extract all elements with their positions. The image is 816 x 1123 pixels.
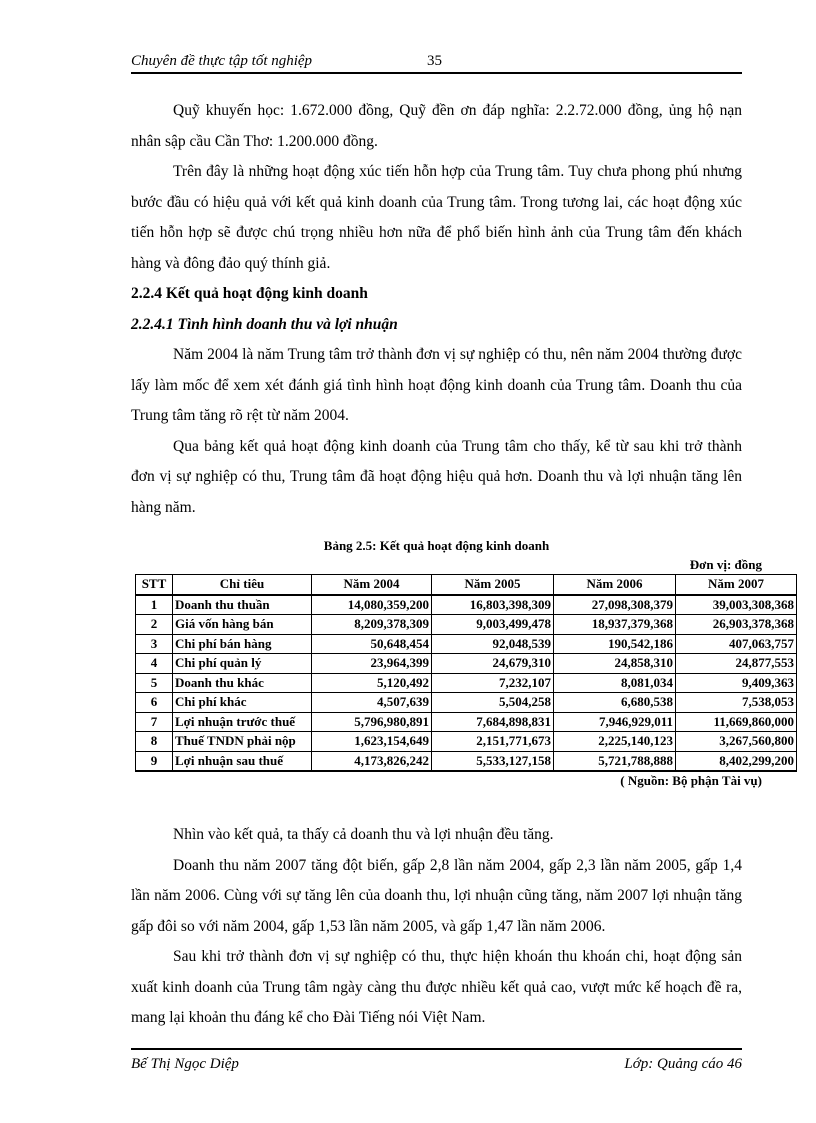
value-cell: 2,225,140,123	[554, 732, 676, 752]
value-cell: 14,080,359,200	[312, 595, 432, 615]
header-title: Chuyên đề thực tập tốt nghiệp	[131, 53, 313, 69]
value-cell: 23,964,399	[312, 654, 432, 674]
value-cell: 5,721,788,888	[554, 751, 676, 771]
indicator-cell: Chi phí quản lý	[173, 654, 312, 674]
paragraph: Năm 2004 là năm Trung tâm trở thành đơn vị sự nghiệp có thu, nên năm 2004 thường được lấy làm mốc để xem xét đánh giá tình hình hoạt động kinh doanh của Trung tâm. Doanh thu của Trung tâm tăng rõ rệt từ năm 2004.	[131, 346, 742, 424]
paragraph: Trên đây là những hoạt động xúc tiến hỗn hợp của Trung tâm. Tuy chưa phong phú nhưng bước đầu có hiệu quả với kết quả kinh doanh của Trung tâm. Trong tương lai, các hoạt động xúc tiến hỗn hợp sẽ được chú trọng nhiều hơn nữa để phổ biến hình ảnh của Trung tâm đến khách hàng và đông đảo quý thính giả.	[131, 163, 742, 272]
value-cell: 92,048,539	[432, 634, 554, 654]
value-cell: 18,937,379,368	[554, 615, 676, 635]
footer-class: Lớp: Quảng cáo 46	[624, 1056, 742, 1072]
indicator-cell: Thuế TNDN phải nộp	[173, 732, 312, 752]
stt-cell: 5	[136, 673, 173, 693]
table-row	[136, 732, 797, 752]
value-cell: 4,507,639	[312, 693, 432, 713]
column-header: Chỉ tiêu	[173, 575, 312, 595]
value-cell: 3,267,560,800	[676, 732, 797, 752]
table-row	[136, 615, 797, 635]
table-row	[136, 595, 797, 615]
column-header: STT	[136, 575, 173, 595]
table-row	[136, 693, 797, 713]
indicator-cell: Chi phí khác	[173, 693, 312, 713]
value-cell: 24,877,553	[676, 654, 797, 674]
stt-cell: 3	[136, 634, 173, 654]
indicator-cell: Doanh thu thuần	[173, 595, 312, 615]
value-cell: 16,803,398,309	[432, 595, 554, 615]
value-cell: 24,679,310	[432, 654, 554, 674]
value-cell: 9,003,499,478	[432, 615, 554, 635]
stt-cell: 6	[136, 693, 173, 713]
paragraph: Doanh thu năm 2007 tăng đột biến, gấp 2,8 lần năm 2004, gấp 2,3 lần năm 2005, gấp 1,4 lần năm 2006. Cùng với sự tăng lên của doanh thu, lợi nhuận cũng tăng, năm 2007 lợi nhuận tăng gấp đôi so với năm 2004, gấp 1,53 lần năm 2005, và gấp 1,47 lần năm 2006.	[131, 856, 742, 935]
indicator-cell: Giá vốn hàng bán	[173, 615, 312, 635]
stt-cell: 7	[136, 712, 173, 732]
table-row	[136, 751, 797, 771]
footer-author: Bế Thị Ngọc Diệp	[131, 1056, 239, 1072]
column-header: Năm 2006	[554, 575, 676, 595]
table-row	[136, 634, 797, 654]
indicator-cell: Lợi nhuận sau thuế	[173, 751, 312, 771]
value-cell: 407,063,757	[676, 634, 797, 654]
value-cell: 26,903,378,368	[676, 615, 797, 635]
value-cell: 9,409,363	[676, 673, 797, 693]
value-cell: 27,098,308,379	[554, 595, 676, 615]
column-header: Năm 2005	[432, 575, 554, 595]
value-cell: 1,623,154,649	[312, 732, 432, 752]
table-caption: Bảng 2.5: Kết quả hoạt động kinh doanh	[323, 538, 550, 553]
page-header	[131, 50, 742, 74]
value-cell: 4,173,826,242	[312, 751, 432, 771]
value-cell: 7,684,898,831	[432, 712, 554, 732]
value-cell: 6,680,538	[554, 693, 676, 713]
paragraph: Nhìn vào kết quả, ta thấy cả doanh thu và lợi nhuận đều tăng.	[173, 826, 554, 843]
stt-cell: 8	[136, 732, 173, 752]
value-cell: 190,542,186	[554, 634, 676, 654]
body-text-top	[131, 96, 742, 523]
value-cell: 8,081,034	[554, 673, 676, 693]
stt-cell: 2	[136, 615, 173, 635]
body-text-bottom	[131, 820, 742, 1034]
value-cell: 5,796,980,891	[312, 712, 432, 732]
page-number: 35	[427, 53, 442, 69]
stt-cell: 4	[136, 654, 173, 674]
subsection-heading: 2.2.4.1 Tình hình doanh thu và lợi nhuận	[131, 315, 398, 333]
indicator-cell: Doanh thu khác	[173, 673, 312, 693]
paragraph: Sau khi trở thành đơn vị sự nghiệp có thu, thực hiện khoán thu khoán chi, hoạt động sản xuất kinh doanh của Trung tâm ngày càng thu được nhiều kết quả cao, vượt mức kế hoạch đề ra, mang lại khoản thu đáng kể cho Đài Tiếng nói Việt Nam.	[131, 948, 742, 1026]
value-cell: 5,120,492	[312, 673, 432, 693]
value-cell: 8,402,299,200	[676, 751, 797, 771]
value-cell: 11,669,860,000	[676, 712, 797, 732]
value-cell: 7,232,107	[432, 673, 554, 693]
business-results-table	[135, 574, 797, 772]
paragraph: Qua bảng kết quả hoạt động kinh doanh của Trung tâm cho thấy, kể từ sau khi trở thành đơn vị sự nghiệp có thu, Trung tâm đã hoạt động hiệu quả hơn. Doanh thu và lợi nhuận tăng lên hàng năm.	[131, 437, 742, 516]
value-cell: 2,151,771,673	[432, 732, 554, 752]
table-row	[136, 712, 797, 732]
paragraph: Quỹ khuyến học: 1.672.000 đồng, Quỹ đền ơn đáp nghĩa: 2.2.72.000 đồng, ủng hộ nạn nhân sập cầu Cần Thơ: 1.200.000 đồng.	[131, 102, 742, 150]
page-footer	[131, 1048, 742, 1076]
value-cell: 7,538,053	[676, 693, 797, 713]
value-cell: 8,209,378,309	[312, 615, 432, 635]
value-cell: 5,504,258	[432, 693, 554, 713]
value-cell: 39,003,308,368	[676, 595, 797, 615]
column-header: Năm 2004	[312, 575, 432, 595]
value-cell: 7,946,929,011	[554, 712, 676, 732]
value-cell: 24,858,310	[554, 654, 676, 674]
table-row	[136, 654, 797, 674]
stt-cell: 9	[136, 751, 173, 771]
indicator-cell: Chi phí bán hàng	[173, 634, 312, 654]
section-heading: 2.2.4 Kết quả hoạt động kinh doanh	[131, 285, 368, 302]
value-cell: 5,533,127,158	[432, 751, 554, 771]
table-row	[136, 673, 797, 693]
stt-cell: 1	[136, 595, 173, 615]
table-header-row	[136, 575, 797, 595]
table-unit: Đơn vị: đồng	[689, 557, 762, 572]
value-cell: 50,648,454	[312, 634, 432, 654]
table-source: ( Nguồn: Bộ phận Tài vụ)	[620, 773, 762, 788]
indicator-cell: Lợi nhuận trước thuế	[173, 712, 312, 732]
column-header: Năm 2007	[676, 575, 797, 595]
